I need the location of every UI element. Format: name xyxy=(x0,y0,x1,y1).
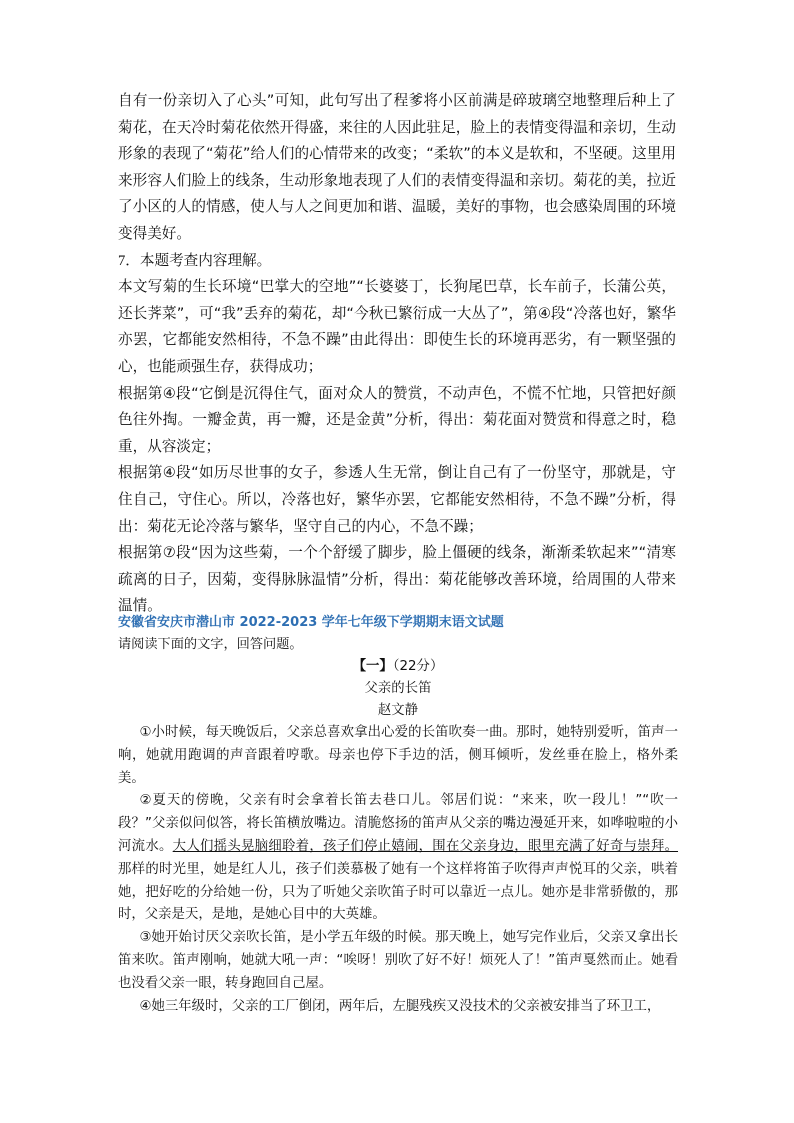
underlined-sentence: 大人们摇头晃脑细聆着，孩子们停止嬉闹，围在父亲身边，眼里充满了好奇与崇拜。 xyxy=(172,838,679,854)
section-label: 【一】 xyxy=(352,659,393,674)
reading-section xyxy=(118,612,678,1018)
story-text: ②夏天的傍晚，父亲有时会拿着长笛去巷口儿。邻居们说：“来来，吹一段儿！”“吹一段？”父亲似问似答，将长笛横放嘴边。清脆悠扬的笛声从父亲的嘴边漫延开来，如哗啦啦的小河流水。 xyxy=(118,793,678,854)
section-points: （22分） xyxy=(392,659,444,674)
answer-paragraph: 自有一份亲切入了心头”可知，此句写出了程爹将小区前满是碎玻璃空地整理后种上了菊花，在天冷时菊花依然开得盛，来往的人因此驻足，脸上的表情变得温和亲切，生动形象的表现了“菊花”给人们的心情带来的改变；“柔软”的本义是软和，不坚硬。这里用来形容人们脸上的线条，生动形象地表现了人们的表情变得温和亲切。菊花的美，拉近了小区的人的情感，使人与人之间更加和谐、温暖，美好的事物，也会感染周围的环境变得美好。 xyxy=(118,92,676,242)
exam-source-title: 安徽省安庆市潜山市 2022-2023 学年七年级下学期期末语文试题 xyxy=(118,615,504,630)
story-title: 父亲的长笛 xyxy=(364,681,432,696)
answer-paragraph: 根据第④段“它倒是沉得住气，面对众人的赞赏，不动声色，不慌不忙地，只管把好颜色往外掏。一瓣金黄，再一瓣，还是金黄”分析，得出：菊花面对赞赏和得意之时，稳重，从容淡定； xyxy=(118,384,676,455)
story-paragraph-3: ③她开始讨厌父亲吹长笛，是小学五年级的时候。那天晚上，她写完作业后，父亲又拿出长笛来吹。笛声刚响，她就大吼一声：“唉呀！别吹了好不好！烦死人了！”笛声戛然而止。她看也没看父亲一眼，转身跑回自己屋。 xyxy=(118,930,678,991)
story-text: 那样的时光里，她是红人儿，孩子们羡慕极了她有一个这样将笛子吹得声声悦耳的父亲，哄着她，把好吃的分给她一份，只为了听她父亲吹笛子时可以靠近一点儿。她亦是非常骄傲的，那时，父亲是天，是地，是她心目中的大英雄。 xyxy=(118,861,678,923)
story-author: 赵文静 xyxy=(377,703,419,718)
answer-paragraph: 根据第④段“如历尽世事的女子，参透人生无常，倒让自己有了一份坚守，那就是，守住自己，守住心。所以，冷落也好，繁华亦罢，它都能安然相待，不急不躁”分析，得出：菊花无论冷落与繁华，坚守自己的内心，不急不躁； xyxy=(118,464,676,535)
answer-paragraph: 根据第⑦段“因为这些菊，一个个舒缓了脚步，脸上僵硬的线条，渐渐柔软起来”“清寒疏离的日子，因菊，变得脉脉温情”分析，得出：菊花能够改善环境，给周围的人带来温情。 xyxy=(118,544,676,615)
answer-explanation xyxy=(118,88,676,620)
story-paragraph-1: ①小时候，每天晚饭后，父亲总喜欢拿出心爱的长笛吹奏一曲。那时，她特别爱听，笛声一响，她就用跑调的声音跟着哼歌。母亲也停下手边的活，侧耳倾听，发丝垂在脸上，格外柔美。 xyxy=(118,725,678,786)
section-heading xyxy=(118,656,678,678)
story-body xyxy=(118,722,678,1018)
question-heading: 7．本题考查内容理解。 xyxy=(118,252,272,269)
reading-instruction: 请阅读下面的文字，回答问题。 xyxy=(118,637,303,652)
answer-paragraph: 本文写菊的生长环境“巴掌大的空地”“长婆婆丁，长狗尾巴草，长车前子，长蒲公英，还长荠菜”，可“我”丢弃的菊花，却“今秋已繁衍成一大丛了”，第④段“冷落也好，繁华亦罢，它都能安然相待，不急不躁”由此得出：即使生长的环境再恶劣，有一颗坚强的心，也能顽强生存，获得成功； xyxy=(118,278,676,375)
story-paragraph-2 xyxy=(118,790,678,927)
story-paragraph-4: ④她三年级时，父亲的工厂倒闭，两年后，左腿残疾又没技术的父亲被安排当了环卫工， xyxy=(139,998,661,1014)
